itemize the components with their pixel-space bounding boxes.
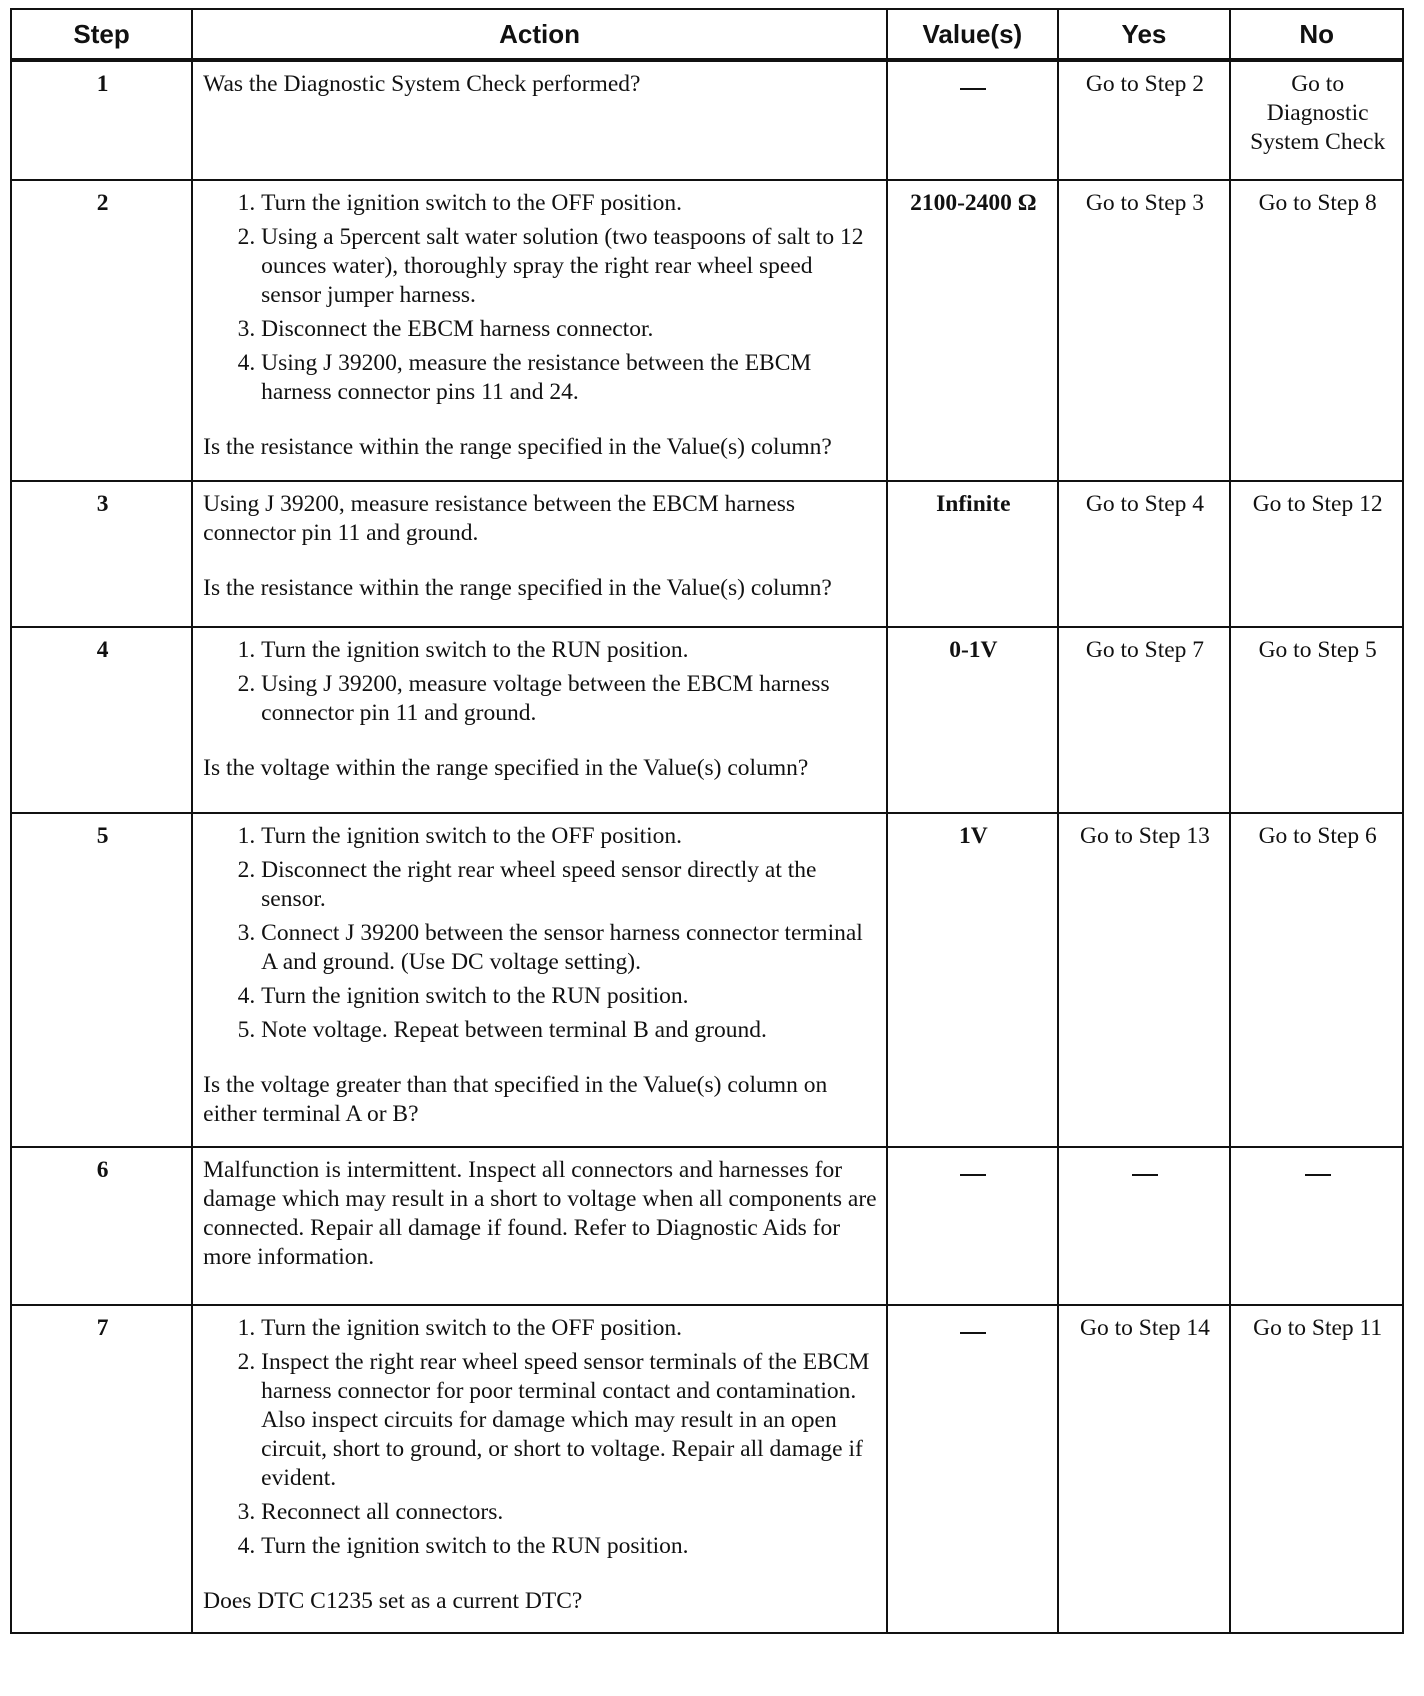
no-cell: Go to Step 5: [1230, 627, 1403, 813]
no-cell: Go to Step 11: [1230, 1305, 1403, 1633]
value-cell: 1V: [887, 813, 1058, 1147]
yes-dash: [1132, 1174, 1158, 1176]
action-cell: [192, 481, 887, 627]
list-item: 1. Turn the ignition switch to the OFF position.: [261, 1314, 878, 1343]
table-row: [11, 627, 1403, 813]
step-number: 7: [11, 1305, 192, 1633]
list-item: 3. Reconnect all connectors.: [261, 1498, 878, 1527]
value-cell: [887, 1305, 1058, 1633]
yes-cell: Go to Step 7: [1058, 627, 1231, 813]
action-text: Was the Diagnostic System Check performed?: [203, 71, 641, 97]
step-number: 5: [11, 813, 192, 1147]
step-number: 2: [11, 180, 192, 481]
action-cell: [192, 1305, 887, 1633]
value-cell: 0-1V: [887, 627, 1058, 813]
table-header-row: [11, 9, 1403, 60]
yes-cell: Go to Step 13: [1058, 813, 1231, 1147]
yes-cell: Go to Step 2: [1058, 60, 1231, 180]
action-list: [203, 636, 878, 728]
yes-cell: Go to Step 3: [1058, 180, 1231, 481]
list-item: 5. Note voltage. Repeat between terminal B and ground.: [261, 1016, 878, 1045]
header-no: No: [1230, 9, 1403, 60]
list-item: 4. Turn the ignition switch to the RUN position.: [261, 982, 878, 1011]
no-cell: Go to Step 6: [1230, 813, 1403, 1147]
value-cell: [887, 1147, 1058, 1305]
step-number: 6: [11, 1147, 192, 1305]
action-cell: [192, 1147, 887, 1305]
diagnostic-table: [10, 8, 1404, 1634]
value-dash: [960, 1332, 986, 1334]
value-dash: [960, 1174, 986, 1176]
no-cell: Go to Diagnostic System Check: [1230, 60, 1403, 180]
list-item: 1. Turn the ignition switch to the OFF position.: [261, 822, 878, 851]
step-number: 4: [11, 627, 192, 813]
list-item: 2. Using J 39200, measure voltage between the EBCM harness connector pin 11 and ground.: [261, 670, 878, 728]
table-row: [11, 1147, 1403, 1305]
no-cell: Go to Step 12: [1230, 481, 1403, 627]
action-text: Malfunction is intermittent. Inspect all connectors and harnesses for damage which may result in a short to voltage when all components are connected. Repair all damage if found. Refer to Diagnostic Aids for more information.: [203, 1157, 877, 1270]
table-row: [11, 60, 1403, 180]
table-row: [11, 1305, 1403, 1633]
list-item: 2. Using a 5percent salt water solution (two teaspoons of salt to 12 ounces water), thoroughly spray the right rear wheel speed sensor jumper harness.: [261, 223, 878, 310]
list-item: 4. Turn the ignition switch to the RUN position.: [261, 1532, 878, 1561]
header-action: Action: [192, 9, 887, 60]
yes-cell: Go to Step 14: [1058, 1305, 1231, 1633]
action-question: Does DTC C1235 set as a current DTC?: [203, 1588, 583, 1614]
action-question: Is the voltage within the range specified in the Value(s) column?: [203, 755, 809, 781]
table-row: [11, 180, 1403, 481]
diagnostic-table-page: [10, 8, 1404, 1634]
action-cell: [192, 813, 887, 1147]
list-item: 1. Turn the ignition switch to the RUN position.: [261, 636, 878, 665]
action-question: Is the voltage greater than that specified in the Value(s) column on either terminal A or B?: [203, 1072, 828, 1127]
yes-cell: [1058, 1147, 1231, 1305]
action-list: [203, 189, 878, 407]
value-cell: 2100-2400 Ω: [887, 180, 1058, 481]
action-cell: [192, 627, 887, 813]
header-values: Value(s): [887, 9, 1058, 60]
table-row: [11, 481, 1403, 627]
step-number: 1: [11, 60, 192, 180]
list-item: 3. Connect J 39200 between the sensor harness connector terminal A and ground. (Use DC voltage setting).: [261, 919, 878, 977]
list-item: 4. Using J 39200, measure the resistance between the EBCM harness connector pins 11 and 24.: [261, 349, 878, 407]
list-item: 1. Turn the ignition switch to the OFF position.: [261, 189, 878, 218]
header-yes: Yes: [1058, 9, 1231, 60]
no-dash: [1305, 1174, 1331, 1176]
action-question: Is the resistance within the range specified in the Value(s) column?: [203, 575, 832, 601]
action-list: [203, 1314, 878, 1561]
action-list: [203, 822, 878, 1045]
yes-cell: Go to Step 4: [1058, 481, 1231, 627]
header-step: Step: [11, 9, 192, 60]
list-item: 2. Disconnect the right rear wheel speed sensor directly at the sensor.: [261, 856, 878, 914]
action-question: Is the resistance within the range specified in the Value(s) column?: [203, 434, 832, 460]
action-cell: [192, 180, 887, 481]
action-cell: [192, 60, 887, 180]
no-cell: Go to Step 8: [1230, 180, 1403, 481]
list-item: 2. Inspect the right rear wheel speed sensor terminals of the EBCM harness connector for poor terminal contact and contamination. Also inspect circuits for damage which may result in an open circuit, short to ground, or short to voltage. Repair all damage if evident.: [261, 1348, 878, 1493]
value-dash: [960, 88, 986, 90]
action-text: Using J 39200, measure resistance between the EBCM harness connector pin 11 and ground.: [203, 491, 796, 546]
step-number: 3: [11, 481, 192, 627]
value-cell: Infinite: [887, 481, 1058, 627]
value-cell: [887, 60, 1058, 180]
table-row: [11, 813, 1403, 1147]
list-item: 3. Disconnect the EBCM harness connector.: [261, 315, 878, 344]
no-cell: [1230, 1147, 1403, 1305]
